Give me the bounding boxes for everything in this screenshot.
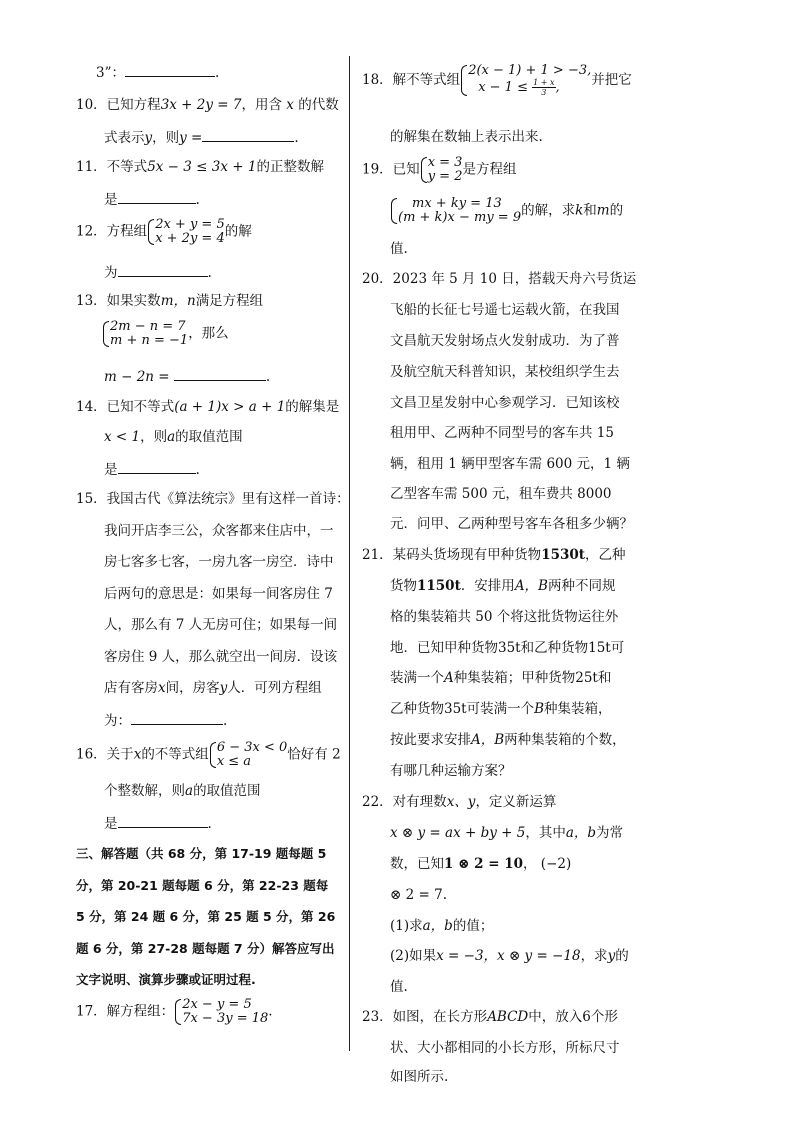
fraction: $\frac{1 + x}{3}$ <box>533 78 555 97</box>
question-22-line4: ⊗ 2 = 7. <box>390 887 447 903</box>
answer-blank <box>131 710 223 725</box>
question-13: 13．如果实数m，n满足方程组 <box>76 293 264 309</box>
question-16-line2: 个整数解，则a的取值范围 <box>104 783 261 799</box>
question-15-line5: 人，那么有 7 人无房可住；如果每一间 <box>104 617 338 633</box>
section3-heading-line3: 5 分，第 24 题 6 分，第 25 题 5 分，第 26 <box>76 909 336 924</box>
question-16-line3: 是 . <box>104 813 212 833</box>
question-15-line1: 15．我国古代《算法统宗》里有这样一首诗： <box>76 491 350 507</box>
section3-heading-line1: 三、解答题（共 68 分，第 17-19 题每题 5 <box>76 846 327 861</box>
inequality-system: 2(x − 1) + 1 > −3, x − 1 ≤ $\frac{1 + x}{3}$ , <box>460 64 591 97</box>
question-20-line2: 飞船的长征七号遥七运载火箭，在我国 <box>390 302 620 318</box>
question-13-system: 2m − n = 7 m + n = −1 ，那么 <box>102 320 229 348</box>
question-18-line2: 的解集在数轴上表示出来. <box>390 129 543 145</box>
question-19-line2: mx + ky = 13 (m + k)x − my = 9 的解，求k和m的 <box>390 197 623 225</box>
question-20-line7: 辆，租用 1 辆甲型客车需 600 元，1 辆 <box>390 456 630 472</box>
section3-heading-line4: 题 6 分，第 27-28 题每题 7 分）解答应写出 <box>76 941 335 956</box>
inequality-system: 6 − 3x < 0 x ≤ a <box>209 741 287 769</box>
question-22-line2: x ⊗ y = ax + by + 5，其中a，b为常 <box>390 825 624 841</box>
question-11-line2: 是 . <box>104 189 200 209</box>
question-15-line4: 后两句的意思是：如果每一间客房住 7 <box>104 586 333 602</box>
equation-system: mx + ky = 13 (m + k)x − my = 9 <box>390 197 521 225</box>
question-14-line2: x < 1，则a的取值范围 <box>104 429 243 445</box>
answer-blank <box>202 127 294 142</box>
question-22: 22．对有理数x、y，定义新运算 <box>362 794 557 810</box>
question-19-line3: 值. <box>390 241 408 257</box>
q9-tail: 3”： . <box>96 62 219 82</box>
question-20-line9: 元．问甲、乙两种型号客车各租多少辆？ <box>390 516 633 532</box>
answer-blank <box>118 189 196 204</box>
question-12: 12．方程组 2x + y = 5 x + 2y = 4 的解 <box>76 217 252 246</box>
question-15-line3: 房七客多七客，一房九客一房空．诗中 <box>104 554 334 570</box>
question-12-line2: 为 . <box>104 262 212 282</box>
solution-system: x = 3 y = 2 <box>420 156 463 184</box>
question-21-line8: 有哪几种运输方案？ <box>390 763 512 779</box>
question-20-line4: 及航空航天科普知识，某校组织学生去 <box>390 364 620 380</box>
equation-system: 2x + y = 5 x + 2y = 4 <box>147 218 225 246</box>
question-21-line3: 格的集装箱共 50 个将这批货物运往外 <box>390 609 619 625</box>
question-19: 19．已知 x = 3 y = 2 是方程组 <box>362 155 517 184</box>
question-14: 14．已知不等式(a + 1)x > a + 1的解集是 <box>76 399 340 415</box>
answer-blank <box>118 813 208 828</box>
question-23-line2: 状、大小都相同的小长方形，所标尺寸 <box>390 1040 620 1056</box>
question-20-line1: 20．2023 年 5 月 10 日，搭载天舟六号货运 <box>362 271 637 287</box>
question-11: 11．不等式5x − 3 ≤ 3x + 1的正整数解 <box>76 159 324 175</box>
question-21-line5: 装满一个A种集装箱；甲种货物25t和 <box>390 670 612 686</box>
section3-heading-line2: 分，第 20-21 题每题 6 分，第 22-23 题每 <box>76 878 329 893</box>
question-21-line4: 地．已知甲种货物35t和乙种货物15t可 <box>390 640 625 656</box>
question-21-line7: 按此要求安排A，B两种集装箱的个数， <box>390 732 626 748</box>
column-divider <box>349 56 350 1051</box>
question-13-line3: m − 2n = . <box>104 366 270 386</box>
question-22-part2: (2)如果x = −3，x ⊗ y = −18，求y的 <box>390 948 629 964</box>
question-15-line2: 我问开店李三公，众客都来住店中，一 <box>104 523 334 539</box>
answer-blank <box>125 62 215 77</box>
question-14-line3: 是 . <box>104 459 200 479</box>
question-20-line6: 租用甲、乙两种不同型号的客车共 15 <box>390 425 614 441</box>
question-15-line6: 客房住 9 人，那么就空出一间房．设该 <box>104 649 338 665</box>
question-20-line3: 文昌航天发射场点火发射成功．为了普 <box>390 333 620 349</box>
question-21-line6: 乙种货物35t可装满一个B种集装箱， <box>390 701 612 717</box>
question-15-line8: 为： . <box>104 710 227 730</box>
question-22-part2-line2: 值. <box>390 979 408 995</box>
question-16: 16．关于x的不等式组 6 − 3x < 0 x ≤ a 恰好有 2 <box>76 740 341 769</box>
question-21-line1: 21．某码头货场现有甲种货物1530t，乙种 <box>362 547 626 563</box>
equation-system: 2m − n = 7 m + n = −1 <box>102 320 188 348</box>
answer-blank <box>118 459 196 474</box>
answer-blank <box>174 366 266 381</box>
question-21-line2: 货物1150t．安排用A，B两种不同规 <box>390 578 616 594</box>
question-18: 18．解不等式组 2(x − 1) + 1 > −3, x − 1 ≤ $\frac{1 + x}{3}$ , 并把它 <box>362 63 632 97</box>
question-20-line8: 乙型客车需 500 元，租车费共 8000 <box>390 486 612 502</box>
question-10: 10．已知方程3x + 2y = 7，用含 x 的代数 <box>76 97 339 113</box>
question-15-line7: 店有客房x间，房客y人．可列方程组 <box>104 680 322 696</box>
question-20-line5: 文昌卫星发射中心参观学习．已知该校 <box>390 395 620 411</box>
section3-heading-line5: 文字说明、演算步骤或证明过程. <box>76 972 256 987</box>
question-10-line2: 式表示y，则y = . <box>104 127 299 147</box>
question-23-line3: 如图所示. <box>390 1069 449 1085</box>
question-23: 23．如图，在长方形ABCD中，放入6个形 <box>362 1009 618 1025</box>
answer-blank <box>118 262 208 277</box>
question-22-line3: 数，已知1 ⊗ 2 = 10， (−2) <box>390 856 572 872</box>
equation-system: 2x − y = 5 7x − 3y = 18 <box>174 998 268 1026</box>
question-22-part1: (1)求a，b的值； <box>390 918 494 934</box>
question-17: 17．解方程组： 2x − y = 5 7x − 3y = 18 . <box>76 997 273 1026</box>
